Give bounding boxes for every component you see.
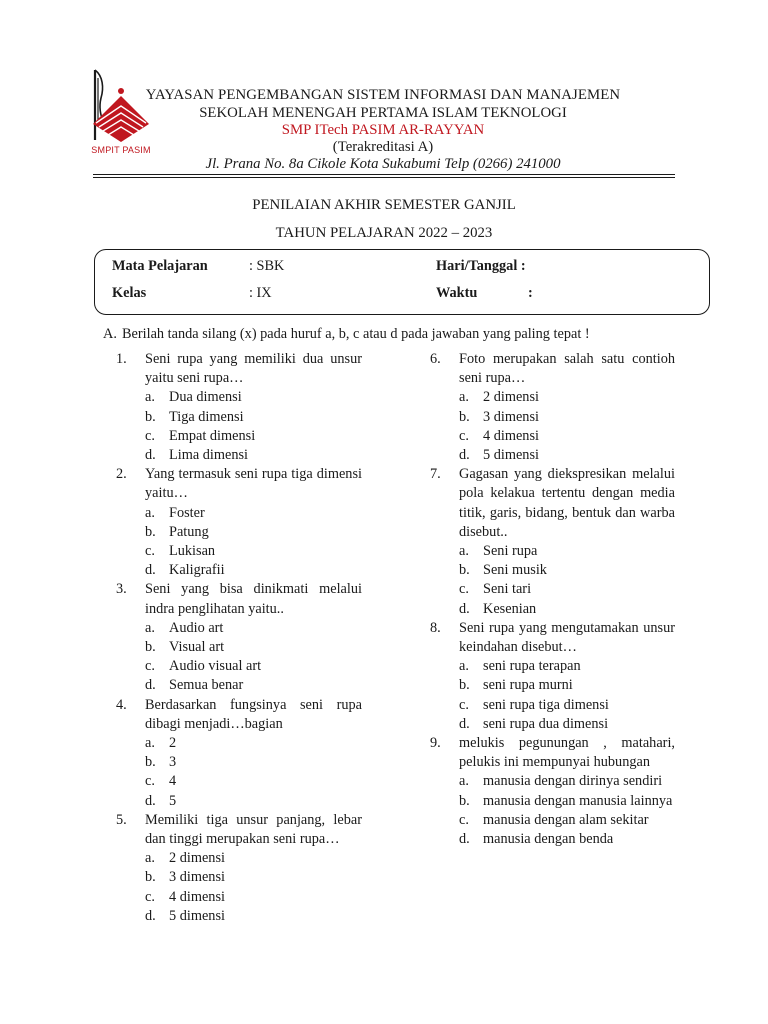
question-line — [116, 696, 362, 734]
answer-option — [430, 542, 675, 561]
question-number: 4. — [116, 696, 127, 713]
time-label: Waktu — [436, 285, 478, 301]
answer-option — [116, 657, 362, 676]
subject-label: Mata Pelajaran — [112, 258, 208, 274]
answer-option — [116, 542, 362, 561]
question-text: Seni rupa yang memiliki dua unsur yaitu seni rupa… — [145, 351, 362, 387]
question-number: 7. — [430, 466, 441, 483]
class-label: Kelas — [112, 285, 147, 301]
option-text: Seni tari — [483, 581, 532, 598]
answer-option — [116, 523, 362, 542]
option-letter: b. — [145, 754, 156, 771]
answer-option — [116, 868, 362, 887]
answer-option — [430, 657, 675, 676]
instruction-text: Berilah tanda silang (x) pada huruf a, b, c atau d pada jawaban yang paling tepat ! — [122, 326, 590, 342]
option-letter: d. — [145, 562, 156, 579]
question-number: 2. — [116, 466, 127, 483]
answer-option — [430, 600, 675, 619]
answer-option — [116, 504, 362, 523]
question-line — [116, 580, 362, 618]
question-text: melukis pegunungan , matahari, pelukis ini mempunyai hubungan — [459, 735, 675, 771]
option-text: Tiga dimensi — [169, 408, 244, 425]
section-instruction — [103, 326, 590, 343]
answer-option — [116, 638, 362, 657]
option-text: seni rupa murni — [483, 677, 573, 694]
option-text: manusia dengan manusia lainnya — [483, 792, 673, 809]
answer-option — [430, 427, 675, 446]
option-letter: a. — [145, 735, 155, 752]
question-line — [430, 734, 675, 772]
foundation-name: YAYASAN PENGEMBANGAN SISTEM INFORMASI DAN MANAJEMEN — [145, 87, 621, 103]
option-text: Empat dimensi — [169, 427, 256, 444]
option-letter: b. — [145, 639, 156, 656]
answer-option — [430, 408, 675, 427]
option-letter: b. — [145, 869, 156, 886]
answer-option — [430, 388, 675, 407]
option-text: 4 — [169, 773, 177, 790]
accreditation: (Terakreditasi A) — [332, 139, 434, 155]
option-text: 2 dimensi — [169, 850, 225, 867]
option-text: 3 — [169, 754, 177, 771]
option-text: Audio visual art — [169, 658, 262, 675]
question-number: 6. — [430, 351, 441, 367]
option-letter: d. — [145, 677, 156, 694]
question-line — [430, 619, 675, 657]
section-letter: A. — [103, 326, 117, 342]
option-letter: a. — [145, 850, 155, 867]
questions-left-column — [116, 350, 362, 926]
option-letter: b. — [459, 677, 470, 694]
option-text: Lukisan — [169, 543, 216, 560]
class-value: : IX — [249, 285, 272, 301]
option-letter: a. — [459, 543, 469, 560]
option-text: 4 dimensi — [483, 427, 539, 444]
answer-option — [430, 811, 675, 830]
option-letter: d. — [145, 907, 156, 924]
option-text: 3 dimensi — [483, 408, 539, 425]
question-item — [116, 465, 362, 580]
question-line — [430, 465, 675, 542]
answer-option — [116, 561, 362, 580]
question-number: 8. — [430, 619, 441, 636]
question-number: 1. — [116, 351, 127, 367]
answer-option — [116, 849, 362, 868]
option-letter: d. — [145, 447, 156, 464]
option-text: Kaligrafii — [169, 562, 225, 579]
option-text: 4 dimensi — [169, 888, 225, 905]
questions-right-column — [430, 350, 675, 849]
answer-option — [116, 427, 362, 446]
day-date-label: Hari/Tanggal : — [436, 258, 526, 274]
question-text: Gagasan yang diekspresikan melalui pola kelakua tertentu dengan media titik, garis, bidang, bentuk dan warba disebut.. — [459, 466, 675, 540]
option-text: Audio art — [169, 619, 224, 636]
answer-option — [116, 676, 362, 695]
question-item — [116, 811, 362, 926]
school-address: Jl. Prana No. 8a Cikole Kota Sukabumi Telp (0266) 241000 — [205, 156, 561, 172]
option-text: Semua benar — [169, 677, 244, 694]
option-letter: a. — [145, 619, 155, 636]
answer-option — [116, 619, 362, 638]
option-letter: d. — [459, 831, 470, 848]
option-letter: c. — [459, 696, 469, 713]
answer-option — [430, 715, 675, 734]
option-text: Dua dimensi — [169, 389, 242, 406]
question-item — [430, 734, 675, 849]
option-letter: a. — [459, 658, 469, 675]
option-letter: c. — [145, 543, 155, 560]
option-letter: b. — [459, 408, 470, 425]
answer-option — [116, 907, 362, 926]
option-text: 2 — [169, 735, 177, 752]
answer-option — [116, 734, 362, 753]
option-letter: b. — [459, 792, 470, 809]
option-text: manusia dengan dirinya sendiri — [483, 773, 663, 790]
option-letter: a. — [459, 773, 469, 790]
question-text: Seni yang bisa dinikmati melalui indra penglihatan yaitu.. — [145, 581, 362, 617]
question-text: Memiliki tiga unsur panjang, lebar dan tinggi merupakan seni rupa… — [145, 811, 362, 848]
option-letter: d. — [459, 715, 470, 732]
option-text: 5 — [169, 792, 177, 809]
option-text: seni rupa tiga dimensi — [483, 696, 609, 713]
answer-option — [116, 446, 362, 465]
question-number: 3. — [116, 581, 127, 598]
answer-option — [430, 792, 675, 811]
answer-option — [116, 792, 362, 811]
answer-option — [116, 888, 362, 907]
question-item — [116, 696, 362, 811]
answer-option — [116, 772, 362, 791]
answer-option — [116, 753, 362, 772]
answer-option — [430, 561, 675, 580]
exam-year: TAHUN PELAJARAN 2022 – 2023 — [275, 225, 493, 241]
option-letter: b. — [145, 408, 156, 425]
option-text: Lima dimensi — [169, 447, 249, 464]
exam-title: PENILAIAN AKHIR SEMESTER GANJIL — [252, 197, 516, 213]
question-item — [430, 619, 675, 734]
answer-option — [430, 676, 675, 695]
question-text: Seni rupa yang mengutamakan unsur keindahan disebut… — [459, 619, 675, 656]
option-letter: b. — [145, 523, 156, 540]
option-text: 5 dimensi — [483, 447, 539, 464]
question-item — [116, 350, 362, 465]
header-divider-thin — [93, 177, 675, 178]
option-letter: d. — [145, 792, 156, 809]
option-text: seni rupa dua dimensi — [483, 715, 609, 732]
option-letter: c. — [459, 811, 469, 828]
option-letter: c. — [459, 581, 469, 598]
option-text: seni rupa terapan — [483, 658, 581, 675]
option-letter: c. — [145, 773, 155, 790]
question-text: Yang termasuk seni rupa tiga dimensi yaitu… — [145, 466, 362, 502]
option-text: Foster — [169, 504, 205, 521]
option-text: manusia dengan benda — [483, 831, 614, 848]
option-text: manusia dengan alam sekitar — [483, 811, 649, 828]
option-text: Seni rupa — [483, 543, 538, 560]
option-text: 5 dimensi — [169, 907, 225, 924]
answer-option — [430, 830, 675, 849]
option-letter: a. — [145, 504, 155, 521]
question-text: Foto merupakan salah satu contioh seni rupa… — [459, 351, 675, 387]
answer-option — [116, 388, 362, 407]
option-text: Seni musik — [483, 562, 547, 579]
option-letter: a. — [459, 389, 469, 406]
question-line — [430, 350, 675, 388]
option-letter: d. — [459, 447, 470, 464]
answer-option — [430, 772, 675, 791]
answer-option — [430, 446, 675, 465]
answer-option — [116, 408, 362, 427]
answer-option — [430, 580, 675, 599]
option-text: Patung — [169, 523, 209, 540]
option-text: 2 dimensi — [483, 389, 539, 406]
option-letter: c. — [145, 658, 155, 675]
question-item — [430, 350, 675, 465]
header-divider — [93, 174, 675, 175]
question-line — [116, 465, 362, 503]
question-text: Berdasarkan fungsinya seni rupa dibagi menjadi…bagian — [145, 696, 362, 732]
option-letter: c. — [145, 888, 155, 905]
option-letter: a. — [145, 389, 155, 406]
answer-option — [430, 696, 675, 715]
school-name: SMP ITech PASIM AR-RAYYAN — [281, 122, 485, 138]
subject-value: : SBK — [249, 258, 285, 274]
question-item — [430, 465, 675, 619]
option-letter: c. — [459, 427, 469, 444]
time-colon: : — [528, 285, 533, 301]
question-number: 9. — [430, 735, 441, 752]
option-text: 3 dimensi — [169, 869, 225, 886]
school-type: SEKOLAH MENENGAH PERTAMA ISLAM TEKNOLOGI — [199, 105, 567, 121]
option-text: Visual art — [169, 639, 225, 656]
option-letter: c. — [145, 427, 155, 444]
question-number: 5. — [116, 811, 127, 828]
option-text: Kesenian — [483, 600, 537, 617]
question-item — [116, 580, 362, 695]
question-line — [116, 811, 362, 849]
logo-caption: SMPIT PASIM — [91, 145, 151, 155]
option-letter: b. — [459, 562, 470, 579]
option-letter: d. — [459, 600, 470, 617]
question-line — [116, 350, 362, 388]
